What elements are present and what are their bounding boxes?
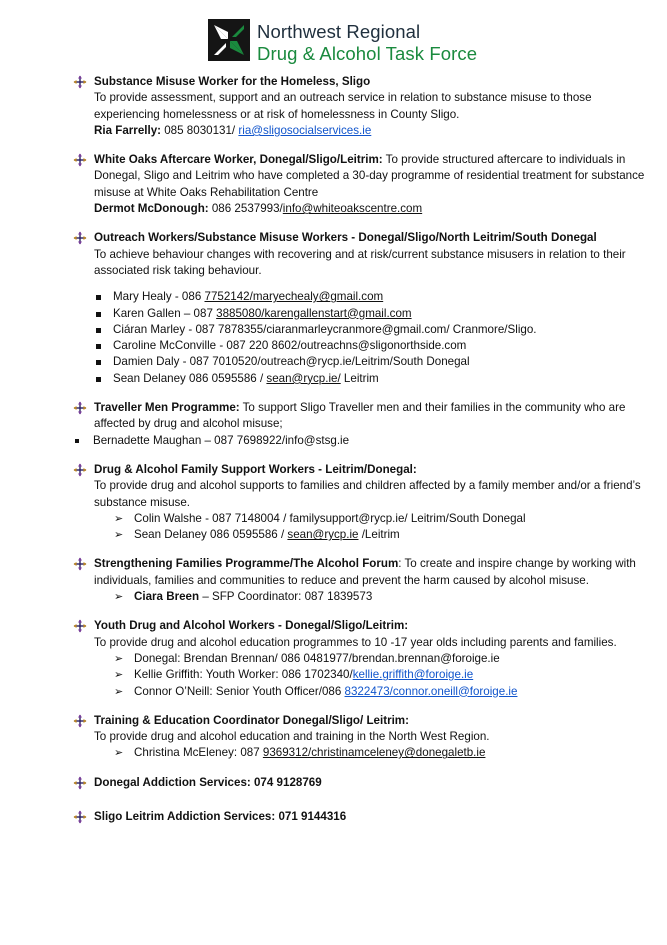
section-sligo-addiction	[0, 809, 667, 825]
sfp-contact-list	[94, 589, 653, 605]
list-item	[113, 289, 653, 305]
section-title: Training & Education Coordinator Donegal/Sligo/ Leitrim:	[94, 713, 409, 727]
contact-suffix: Leitrim	[340, 371, 379, 385]
training-contact-list	[94, 745, 653, 761]
crossed-arrows-icon	[73, 401, 87, 415]
arrow-right-icon: ➢	[114, 652, 124, 665]
list-item	[114, 589, 653, 605]
contact-text: Kellie Griffith: Youth Worker: 086 1702340/	[134, 668, 353, 682]
contact-text: Donegal: Brendan Brennan/ 086 0481977/brendan.brennan@foroige.ie	[134, 651, 500, 665]
crossed-arrows-icon	[73, 557, 87, 571]
contact-line	[94, 123, 653, 139]
section-text	[94, 400, 653, 433]
contact-email[interactable]: sean@rycp.ie/	[266, 371, 341, 385]
section-description: To provide drug and alcohol supports to families and children affected by a family member and/or a friend’s substance misuse.	[94, 479, 641, 509]
section-description: To provide drug and alcohol education and training in the North West Region.	[94, 730, 490, 744]
task-force-logo-icon	[208, 19, 250, 61]
org-name-line1: Northwest Regional	[257, 21, 421, 42]
services-list	[0, 74, 667, 838]
section-title	[94, 809, 653, 825]
youth-contact-list	[94, 651, 653, 700]
crossed-arrows-icon	[73, 75, 87, 89]
contact-text: Colin Walshe - 087 7148004 / familysupport@rycp.ie/ Leitrim/South Donegal	[134, 511, 526, 525]
org-name-line2: Drug & Alcohol Task Force	[257, 43, 478, 64]
list-item	[114, 667, 653, 683]
contact-suffix: /Leitrim	[358, 528, 400, 542]
section-title: Strengthening Families Programme/The Alcohol Forum	[94, 557, 399, 571]
section-title: Youth Drug and Alcohol Workers - Donegal/Sligo/Leitrim:	[94, 619, 409, 633]
section-title: Drug & Alcohol Family Support Workers - Leitrim/Donegal:	[94, 462, 417, 476]
section-description: To provide drug and alcohol education programmes to 10 -17 year olds including parents and families.	[94, 635, 617, 649]
contact-text: Caroline McConville - 087 220 8602/outreachns@sligonorthside.com	[113, 339, 467, 353]
crossed-arrows-icon	[73, 619, 87, 633]
list-item	[113, 354, 653, 370]
contact-line	[94, 201, 653, 217]
section-description: To provide structured aftercare to individuals in Donegal, Sligo and Leitrim who have completed a 30-day programme of residential treatment for substance misuse at White Oaks Rehabilitation Centre	[94, 153, 645, 199]
crossed-arrows-icon	[73, 714, 87, 728]
service-phone: 074 9128769	[250, 775, 322, 789]
contact-email[interactable]: 7752142/maryechealy@gmail.com	[204, 290, 384, 304]
arrow-right-icon: ➢	[114, 747, 124, 760]
contact-text: – SFP Coordinator: 087 1839573	[199, 590, 373, 604]
arrow-right-icon: ➢	[114, 669, 124, 682]
email-link[interactable]: ria@sligosocialservices.ie	[238, 123, 372, 137]
section-training	[0, 713, 667, 762]
section-white-oaks	[0, 152, 667, 217]
arrow-right-icon: ➢	[114, 685, 124, 698]
section-donegal-addiction	[0, 775, 667, 791]
list-item	[114, 684, 653, 700]
contact-text: Damien Daly - 087 7010520/outreach@rycp.ie/Leitrim/South Donegal	[113, 355, 470, 369]
contact-text: Karen Gallen – 087	[113, 306, 217, 320]
section-family-support	[0, 462, 667, 543]
contact-text: Connor O’Neill: Senior Youth Officer/086	[134, 684, 345, 698]
contact-text: Mary Healy - 086	[113, 290, 205, 304]
crossed-arrows-icon	[73, 776, 87, 790]
contact-text: Sean Delaney 086 0595586 /	[113, 371, 267, 385]
contact-name: Dermot McDonough:	[94, 202, 209, 216]
arrow-right-icon: ➢	[114, 591, 124, 604]
list-item	[113, 338, 653, 354]
service-name: Donegal Addiction Services:	[94, 775, 251, 789]
contact-text: Sean Delaney 086 0595586 /	[134, 528, 288, 542]
contact-line: Bernadette Maughan – 087 7698922/info@stsg.ie	[93, 433, 653, 449]
list-item	[114, 511, 653, 527]
section-description: To achieve behaviour changes with recovering and at risk/current substance misusers in relation to their associated risk taking behaviour.	[94, 247, 626, 277]
crossed-arrows-icon	[73, 463, 87, 477]
section-text	[94, 152, 653, 201]
section-homeless	[0, 74, 667, 139]
section-title: Traveller Men Programme:	[94, 401, 240, 415]
section-text	[94, 556, 653, 589]
section-description: To support Sligo Traveller men and their families in the community who are affected by drug and alcohol misuse;	[94, 401, 626, 431]
service-phone: 071 9144316	[275, 809, 347, 823]
section-youth	[0, 618, 667, 699]
section-title: Outreach Workers/Substance Misuse Workers - Donegal/Sligo/North Leitrim/South Donegal	[94, 231, 597, 245]
list-item	[114, 527, 653, 543]
family-contact-list	[94, 511, 653, 544]
outreach-contact-list	[94, 289, 653, 387]
contact-email[interactable]: 9369312/christinamceleney@donegaletb.ie	[262, 746, 486, 760]
section-description: To provide assessment, support and an outreach service in relation to substance misuse to those experiencing homelessness or at risk of homelessness in County Sligo.	[94, 91, 592, 121]
section-strengthening-families	[0, 556, 667, 605]
contact-email[interactable]: sean@rycp.ie	[287, 528, 359, 542]
list-item	[114, 745, 653, 761]
contact-name: Ciara Breen	[134, 590, 200, 604]
contact-email[interactable]: 3885080/karengallenstart@gmail.com	[216, 306, 412, 320]
section-title: Substance Misuse Worker for the Homeless, Sligo	[94, 75, 371, 88]
section-title: White Oaks Aftercare Worker, Donegal/Sligo/Leitrim:	[94, 153, 383, 167]
arrow-right-icon: ➢	[114, 529, 124, 542]
contact-text: Christina McEleney: 087	[134, 746, 263, 760]
email-link[interactable]: 8322473/connor.oneill@foroige.ie	[344, 684, 518, 698]
crossed-arrows-icon	[73, 231, 87, 245]
section-title	[94, 775, 653, 791]
list-item	[114, 651, 653, 667]
service-name: Sligo Leitrim Addiction Services:	[94, 809, 276, 823]
crossed-arrows-icon	[73, 153, 87, 167]
email-link[interactable]: kellie.griffith@foroige.ie	[352, 668, 474, 682]
contact-name: Ria Farrelly:	[94, 123, 162, 137]
contact-email[interactable]: info@whiteoakscentre.com	[282, 202, 423, 216]
section-traveller	[0, 400, 667, 449]
arrow-right-icon: ➢	[114, 512, 124, 525]
list-item	[113, 322, 653, 338]
contact-phone: 086 2537993/	[208, 202, 283, 216]
contact-text: Ciáran Marley - 087 7878355/ciaranmarleycranmore@gmail.com/ Cranmore/Sligo.	[113, 322, 537, 336]
contact-phone: 085 8030131/	[161, 123, 239, 137]
section-outreach	[0, 230, 667, 387]
crossed-arrows-icon	[73, 810, 87, 824]
section-description: : To create and inspire change by working with individuals, families and communities to reduce and prevent the harm caused by alcohol misuse.	[94, 557, 636, 587]
list-item	[113, 371, 653, 387]
list-item	[113, 306, 653, 322]
